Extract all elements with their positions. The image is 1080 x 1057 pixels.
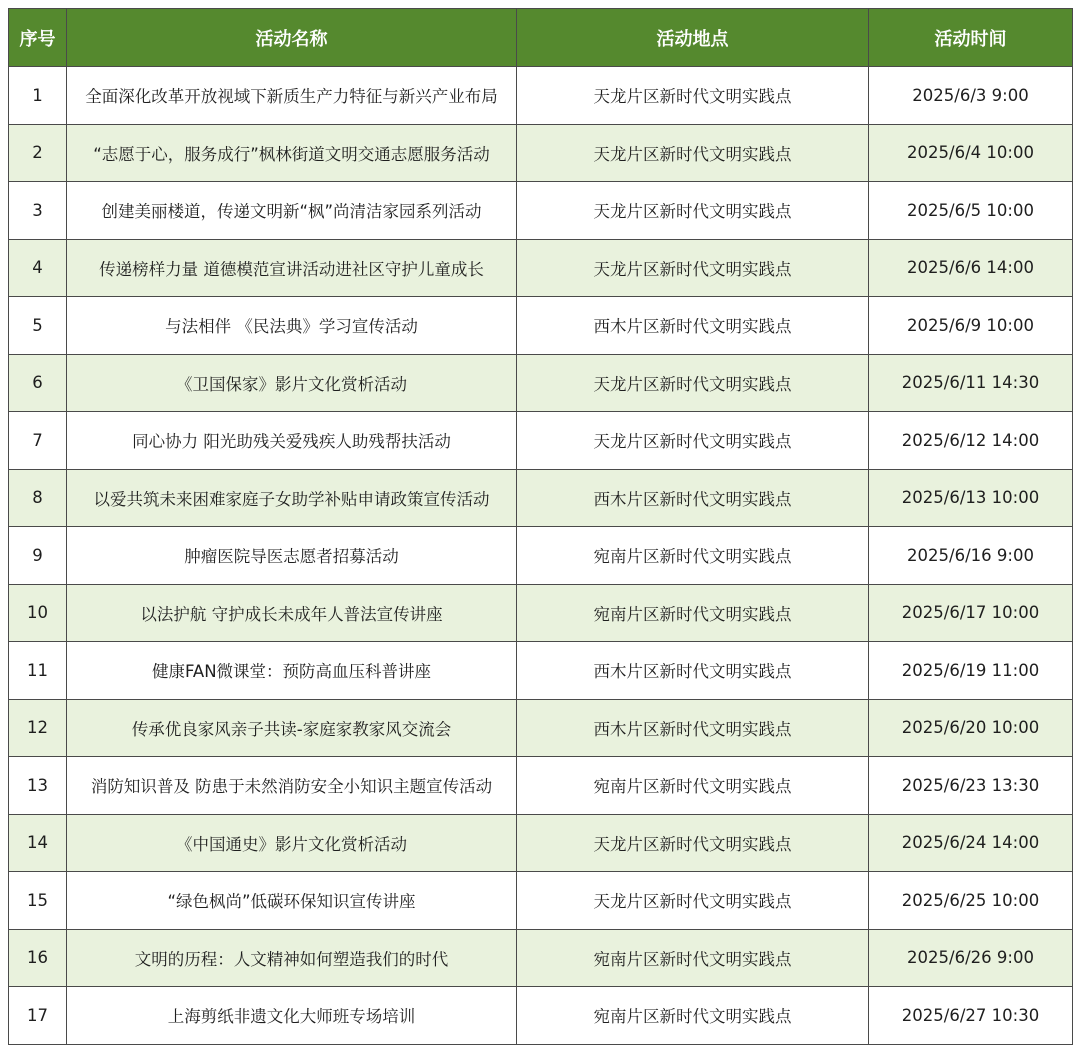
- cell-index: 7: [9, 412, 67, 470]
- cell-activity-name: 创建美丽楼道，传递文明新“枫”尚清洁家园系列活动: [67, 182, 517, 240]
- header-activity-name: 活动名称: [67, 9, 517, 67]
- table-row: [9, 987, 1073, 1045]
- cell-activity-time: 2025/6/16 9:00: [869, 527, 1073, 585]
- cell-activity-time: 2025/6/24 14:00: [869, 814, 1073, 872]
- cell-activity-time: 2025/6/12 14:00: [869, 412, 1073, 470]
- cell-activity-name: 《卫国保家》影片文化赏析活动: [67, 354, 517, 412]
- header-index: 序号: [9, 9, 67, 67]
- header-row: [9, 9, 1073, 67]
- cell-activity-place: 西木片区新时代文明实践点: [517, 642, 869, 700]
- cell-index: 9: [9, 527, 67, 585]
- cell-activity-place: 天龙片区新时代文明实践点: [517, 124, 869, 182]
- table-row: [9, 239, 1073, 297]
- cell-activity-name: 传递榜样力量 道德模范宣讲活动进社区守护儿童成长: [67, 239, 517, 297]
- header-activity-place: 活动地点: [517, 9, 869, 67]
- activity-schedule-table: [8, 8, 1073, 1045]
- cell-activity-place: 天龙片区新时代文明实践点: [517, 872, 869, 930]
- cell-activity-place: 天龙片区新时代文明实践点: [517, 67, 869, 125]
- cell-activity-name: 上海剪纸非遗文化大师班专场培训: [67, 987, 517, 1045]
- table-row: [9, 584, 1073, 642]
- table-row: [9, 757, 1073, 815]
- cell-activity-time: 2025/6/23 13:30: [869, 757, 1073, 815]
- cell-activity-name: 消防知识普及 防患于未然消防安全小知识主题宣传活动: [67, 757, 517, 815]
- cell-activity-name: 全面深化改革开放视域下新质生产力特征与新兴产业布局: [67, 67, 517, 125]
- cell-index: 4: [9, 239, 67, 297]
- cell-activity-place: 天龙片区新时代文明实践点: [517, 412, 869, 470]
- cell-activity-name: “绿色枫尚”低碳环保知识宣传讲座: [67, 872, 517, 930]
- cell-activity-name: 以法护航 守护成长未成年人普法宣传讲座: [67, 584, 517, 642]
- cell-index: 3: [9, 182, 67, 240]
- cell-activity-place: 宛南片区新时代文明实践点: [517, 527, 869, 585]
- cell-index: 10: [9, 584, 67, 642]
- cell-activity-name: 与法相伴 《民法典》学习宣传活动: [67, 297, 517, 355]
- cell-activity-place: 天龙片区新时代文明实践点: [517, 239, 869, 297]
- table-row: [9, 642, 1073, 700]
- cell-activity-place: 西木片区新时代文明实践点: [517, 469, 869, 527]
- table-row: [9, 469, 1073, 527]
- cell-activity-time: 2025/6/3 9:00: [869, 67, 1073, 125]
- cell-activity-place: 西木片区新时代文明实践点: [517, 297, 869, 355]
- cell-index: 11: [9, 642, 67, 700]
- cell-activity-place: 天龙片区新时代文明实践点: [517, 814, 869, 872]
- cell-activity-time: 2025/6/11 14:30: [869, 354, 1073, 412]
- cell-index: 16: [9, 929, 67, 987]
- cell-activity-name: “志愿于心，服务成行”枫林街道文明交通志愿服务活动: [67, 124, 517, 182]
- header-activity-time: 活动时间: [869, 9, 1073, 67]
- cell-index: 15: [9, 872, 67, 930]
- cell-activity-time: 2025/6/26 9:00: [869, 929, 1073, 987]
- cell-activity-time: 2025/6/25 10:00: [869, 872, 1073, 930]
- activity-schedule-sheet: [8, 8, 1072, 1045]
- cell-index: 1: [9, 67, 67, 125]
- cell-activity-name: 传承优良家风亲子共读-家庭家教家风交流会: [67, 699, 517, 757]
- table-row: [9, 814, 1073, 872]
- cell-activity-place: 宛南片区新时代文明实践点: [517, 584, 869, 642]
- cell-activity-name: 以爱共筑未来困难家庭子女助学补贴申请政策宣传活动: [67, 469, 517, 527]
- cell-activity-place: 天龙片区新时代文明实践点: [517, 354, 869, 412]
- cell-activity-time: 2025/6/20 10:00: [869, 699, 1073, 757]
- cell-index: 6: [9, 354, 67, 412]
- cell-activity-place: 西木片区新时代文明实践点: [517, 699, 869, 757]
- cell-activity-time: 2025/6/4 10:00: [869, 124, 1073, 182]
- cell-index: 13: [9, 757, 67, 815]
- table-row: [9, 929, 1073, 987]
- cell-activity-place: 宛南片区新时代文明实践点: [517, 929, 869, 987]
- cell-index: 14: [9, 814, 67, 872]
- cell-index: 2: [9, 124, 67, 182]
- table-row: [9, 124, 1073, 182]
- cell-activity-time: 2025/6/19 11:00: [869, 642, 1073, 700]
- cell-activity-place: 宛南片区新时代文明实践点: [517, 987, 869, 1045]
- table-row: [9, 527, 1073, 585]
- table-row: [9, 297, 1073, 355]
- cell-activity-place: 天龙片区新时代文明实践点: [517, 182, 869, 240]
- table-row: [9, 67, 1073, 125]
- cell-index: 12: [9, 699, 67, 757]
- cell-index: 8: [9, 469, 67, 527]
- table-row: [9, 354, 1073, 412]
- table-row: [9, 412, 1073, 470]
- cell-activity-time: 2025/6/27 10:30: [869, 987, 1073, 1045]
- table-row: [9, 872, 1073, 930]
- cell-activity-time: 2025/6/6 14:00: [869, 239, 1073, 297]
- cell-activity-place: 宛南片区新时代文明实践点: [517, 757, 869, 815]
- cell-activity-time: 2025/6/5 10:00: [869, 182, 1073, 240]
- cell-activity-time: 2025/6/13 10:00: [869, 469, 1073, 527]
- cell-activity-name: 同心协力 阳光助残关爱残疾人助残帮扶活动: [67, 412, 517, 470]
- cell-activity-name: 健康FAN微课堂：预防高血压科普讲座: [67, 642, 517, 700]
- table-row: [9, 182, 1073, 240]
- cell-activity-name: 《中国通史》影片文化赏析活动: [67, 814, 517, 872]
- table-row: [9, 699, 1073, 757]
- cell-index: 17: [9, 987, 67, 1045]
- cell-activity-time: 2025/6/9 10:00: [869, 297, 1073, 355]
- cell-activity-name: 文明的历程：人文精神如何塑造我们的时代: [67, 929, 517, 987]
- cell-activity-name: 肿瘤医院导医志愿者招募活动: [67, 527, 517, 585]
- cell-activity-time: 2025/6/17 10:00: [869, 584, 1073, 642]
- cell-index: 5: [9, 297, 67, 355]
